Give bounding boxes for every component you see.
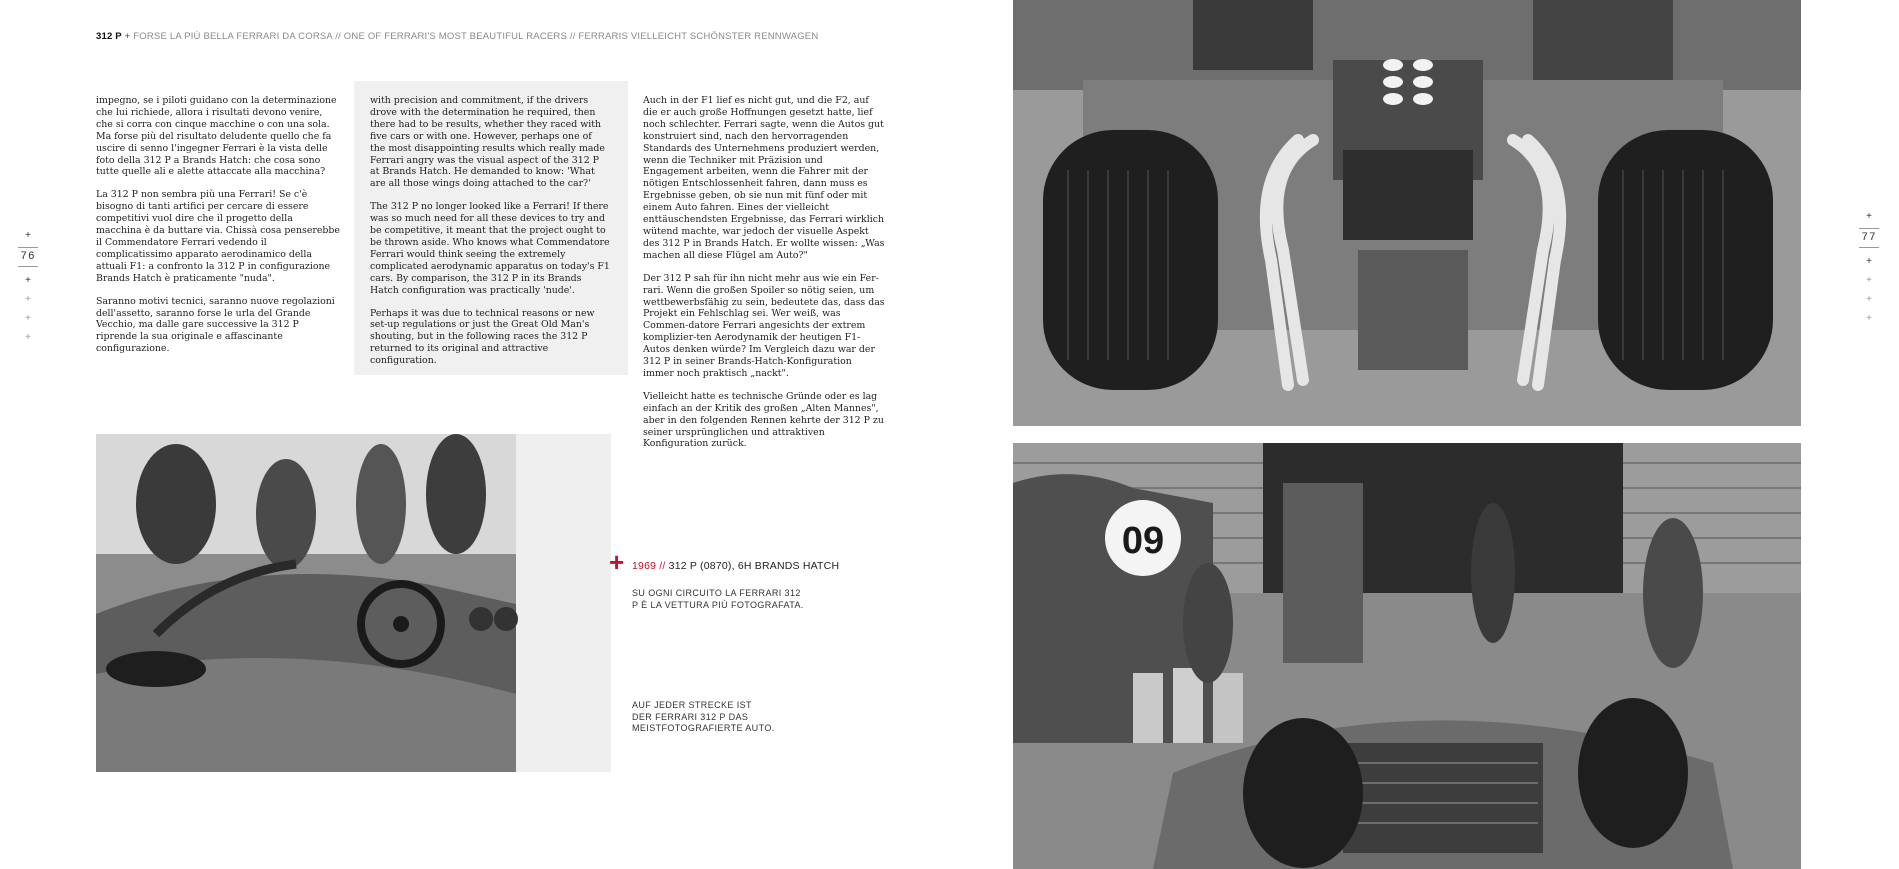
plus-icon[interactable]: + — [25, 294, 31, 305]
caption-year: 1969 — [632, 560, 657, 572]
plus-icon[interactable]: + — [1866, 256, 1872, 267]
photo-garage — [1013, 443, 1801, 869]
paragraph: Perhaps it was due to technical reasons or new set-up regulations or just the Great Old Man's shouting, but in the following races the 312 P returned to its original and attractive configuration. — [370, 307, 595, 367]
page-number-right: 77 — [1859, 228, 1879, 248]
plus-icon[interactable]: + — [25, 275, 31, 286]
race-number: 09 — [1121, 520, 1165, 562]
caption-italian: SU OGNI CIRCUITO LA FERRARI 312 P È LA VETTURA PIÙ FOTOGRAFATA. — [632, 588, 804, 610]
paragraph: with precision and commitment, if the drivers drove with the determination he required, then there had to be results, whether they raced with five cars or with one. However, perhaps one of the most disappointing results which really made Ferrari angry was the visual aspect of the 312 P at Brands Hatch. He demanded to know: 'What are all those wings doing attached to the car?' — [370, 95, 605, 190]
text-column-english — [370, 95, 610, 378]
paragraph: Auch in der F1 lief es nicht gut, und die F2, auf die er auch große Hoffnungen gesetzt hatte, lief noch schlechter. Ferrari sagte, wenn die Autos gut konstruiert sind, nach den hervorragenden Standards des Unternehmens produziert werden, wenn die Techniker mit Präzision und Engagement arbeiten, wenn die Fahrer mit der nötigen Entschlossenheit fahren, dann muss es Ergebnisse geben, ob sie nun mit fünf oder mit einem Auto fahren. Eines der vielleicht enttäuschendsten Ergebnisse, das Ferrari wirklich wütend machte, war jedoch der visuelle Aspekt des 312 P in Brands Hatch. Er wollte wissen: „Was machen all diese Flügel am Auto?" — [643, 95, 885, 261]
page-number-left: 76 — [18, 247, 38, 267]
caption-car: 312 P (0870), 6H BRANDS HATCH — [668, 560, 840, 572]
paragraph: La 312 P non sembra più una Ferrari! Se c'è bisogno di tanti artifici per cercare di essere competitivi vuol dire che il progetto della macchina è da buttare via. Chissà cosa penserebbe il Commendatore Ferrari vedendo il complicatissimo apparato aerodinamico della attuali F1: a confronto la 312 P in configurazione Brands Hatch è praticamente "nuda". — [96, 189, 340, 284]
photo-engine-rear — [1013, 0, 1801, 426]
plus-icon[interactable]: + — [1866, 275, 1872, 286]
plus-icon[interactable]: + — [1866, 211, 1872, 222]
plus-icon[interactable]: + — [25, 313, 31, 324]
plus-icon[interactable]: + — [25, 332, 31, 343]
page-nav-right — [1859, 207, 1879, 328]
running-header — [96, 31, 818, 42]
paragraph: Vielleicht hatte es technische Gründe oder es lag einfach an der Kritik des großen „Alten Mannes", aber in den folgenden Rennen kehrte der 312 P zu seiner ursprünglichen und attraktiven Konfiguration zurück. — [643, 390, 884, 450]
text-column-italian — [96, 95, 340, 366]
caption-cross-icon: + — [609, 547, 625, 577]
header-separator: + — [124, 31, 131, 42]
header-model: 312 P — [96, 31, 122, 42]
plus-icon[interactable]: + — [1866, 294, 1872, 305]
caption-german: AUF JEDER STRECKE IST DER FERRARI 312 P DAS MEISTFOTOGRAFIERTE AUTO. — [632, 700, 775, 733]
paragraph: Der 312 P sah für ihn nicht mehr aus wie ein Fer-rari. Wenn die großen Spoiler so nötig seien, um wettbewerbsfähig zu sein, bedeutete das, dass das Projekt ein Fehlschlag sei. Wer weiß, was Commen-datore Ferrari angesichts der extrem komplizier-ten Aerodynamik der heutigen F1-Autos denken würde? Im Vergleich dazu war der 312 P in seiner Brands-Hatch-Konfiguration immer noch praktisch „nackt". — [643, 272, 885, 379]
header-subtitle: FORSE LA PIÙ BELLA FERRARI DA CORSA // ONE OF FERRARI'S MOST BEAUTIFUL RACERS // FERRARIS VIELLEICHT SCHÖNSTER RENNWAGEN — [133, 31, 819, 42]
plus-icon[interactable]: + — [25, 230, 31, 241]
paragraph: The 312 P no longer looked like a Ferrari! If there was so much need for all these devices to try and be competitive, it meant that the project ought to be thrown aside. Who knows what Commendatore Ferrari would think seeing the extremely complicated aerodynamic apparatus on today's F1 cars. By comparison, the 312 P in its Brands Hatch configuration was practically 'nude'. — [370, 201, 610, 296]
plus-icon[interactable]: + — [1866, 313, 1872, 324]
text-column-german — [643, 95, 885, 461]
paragraph: impegno, se i piloti guidano con la determinazione che lui richiede, allora i risultati devono venire, che si corra con cinque macchine o con una sola. Ma forse più del risultato deludente quello che fa uscire di senno l'ingegner Ferrari è la vista delle foto della 312 P a Brands Hatch: che cosa sono tutte quelle ali e alette attaccate alla macchina? — [96, 95, 337, 178]
caption-title — [632, 560, 839, 572]
paragraph: Saranno motivi tecnici, saranno nuove regolazioni dell'assetto, saranno forse le urla del Grande Vecchio, ma dalle gare successive la 312 P riprende la sua originale e affascinante configurazione. — [96, 295, 335, 355]
photo-cockpit — [96, 434, 611, 772]
page-nav-left — [18, 226, 38, 347]
caption-separator: // — [659, 560, 666, 572]
